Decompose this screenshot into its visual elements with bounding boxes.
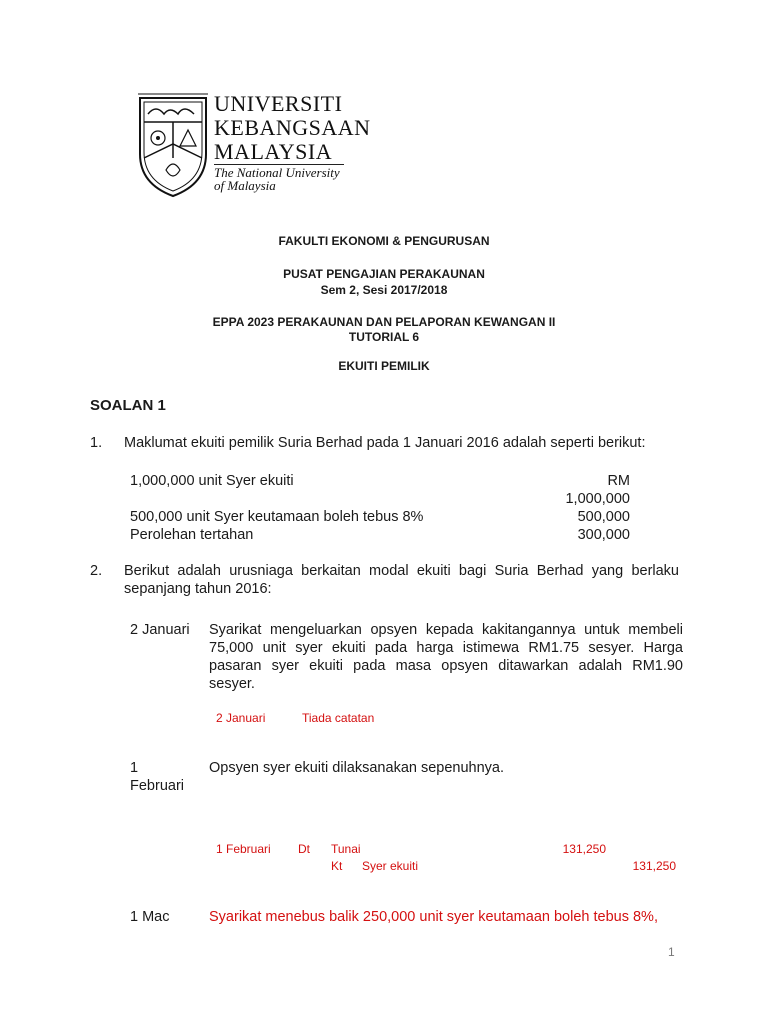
transaction-description: Opsyen syer ekuiti dilaksanakan sepenuhnya. xyxy=(209,760,505,776)
logo-line-1: UNIVERSITI xyxy=(214,91,343,116)
equity-table-label: Perolehan tertahan xyxy=(130,527,254,543)
item-2-number: 2. xyxy=(90,563,103,579)
faculty-heading: FAKULTI EKONOMI & PENGURUSAN xyxy=(278,234,490,248)
answer-date: 2 Januari xyxy=(216,711,266,725)
journal-debit-marker: Dt xyxy=(298,842,310,856)
university-logo xyxy=(136,91,371,202)
transaction-description: Syarikat menebus balik 250,000 unit syer keutamaan boleh tebus 8%, xyxy=(209,909,658,925)
equity-table-label: 1,000,000 unit Syer ekuiti xyxy=(130,473,294,489)
logo-line-3: MALAYSIA xyxy=(214,139,333,164)
equity-table-value: 300,000 xyxy=(577,527,630,543)
equity-table-value: 500,000 xyxy=(577,509,630,525)
journal-debit-amount: 131,250 xyxy=(562,842,606,856)
university-name xyxy=(214,92,371,164)
equity-table-currency: RM xyxy=(607,473,630,489)
journal-debit-account: Tunai xyxy=(331,842,361,856)
semester-heading: Sem 2, Sesi 2017/2018 xyxy=(320,283,448,297)
transaction-date: 1 Mac xyxy=(130,909,170,925)
item-2-text: Berikut adalah urusniaga berkaitan modal ekuiti bagi Suria Berhad yang berlaku sepanjang tahun 2016: xyxy=(124,563,679,597)
crest-icon xyxy=(136,92,210,200)
transaction-date: 2 Januari xyxy=(130,622,190,638)
logo-sub-line-2: of Malaysia xyxy=(214,178,276,193)
journal-credit-marker: Kt xyxy=(331,859,343,873)
section-title: SOALAN 1 xyxy=(90,397,166,414)
transaction-description: Syarikat mengeluarkan opsyen kepada kakitangannya untuk membeli 75,000 unit syer ekuiti pada harga istimewa RM1.75 sesyer. Harga pasaran syer ekuiti pada masa opsyen ditawarkan adalah RM1.90 sesyer. xyxy=(209,622,683,692)
item-1-text: Maklumat ekuiti pemilik Suria Berhad pada 1 Januari 2016 adalah seperti berikut: xyxy=(124,435,646,451)
answer-text: Tiada catatan xyxy=(302,711,375,725)
page-number: 1 xyxy=(668,945,675,959)
tutorial-heading: TUTORIAL 6 xyxy=(348,330,420,344)
topic-heading: EKUITI PEMILIK xyxy=(338,359,430,373)
journal-credit-account: Syer ekuiti xyxy=(362,859,419,873)
journal-credit-amount: 131,250 xyxy=(632,859,676,873)
transaction-date: 1 xyxy=(130,760,139,776)
course-heading: EPPA 2023 PERAKAUNAN DAN PELAPORAN KEWANGAN II xyxy=(212,315,556,329)
logo-line-2: KEBANGSAAN xyxy=(214,115,371,140)
journal-date: 1 Februari xyxy=(216,842,271,856)
transaction-date: Februari xyxy=(130,778,184,794)
school-heading: PUSAT PENGAJIAN PERAKAUNAN xyxy=(283,267,485,281)
equity-table-label: 500,000 unit Syer keutamaan boleh tebus 8% xyxy=(130,509,424,525)
logo-sub-line-1: The National University xyxy=(214,165,340,180)
equity-table-value: 1,000,000 xyxy=(565,491,630,507)
university-english-name xyxy=(214,166,340,192)
item-1-number: 1. xyxy=(90,435,103,451)
